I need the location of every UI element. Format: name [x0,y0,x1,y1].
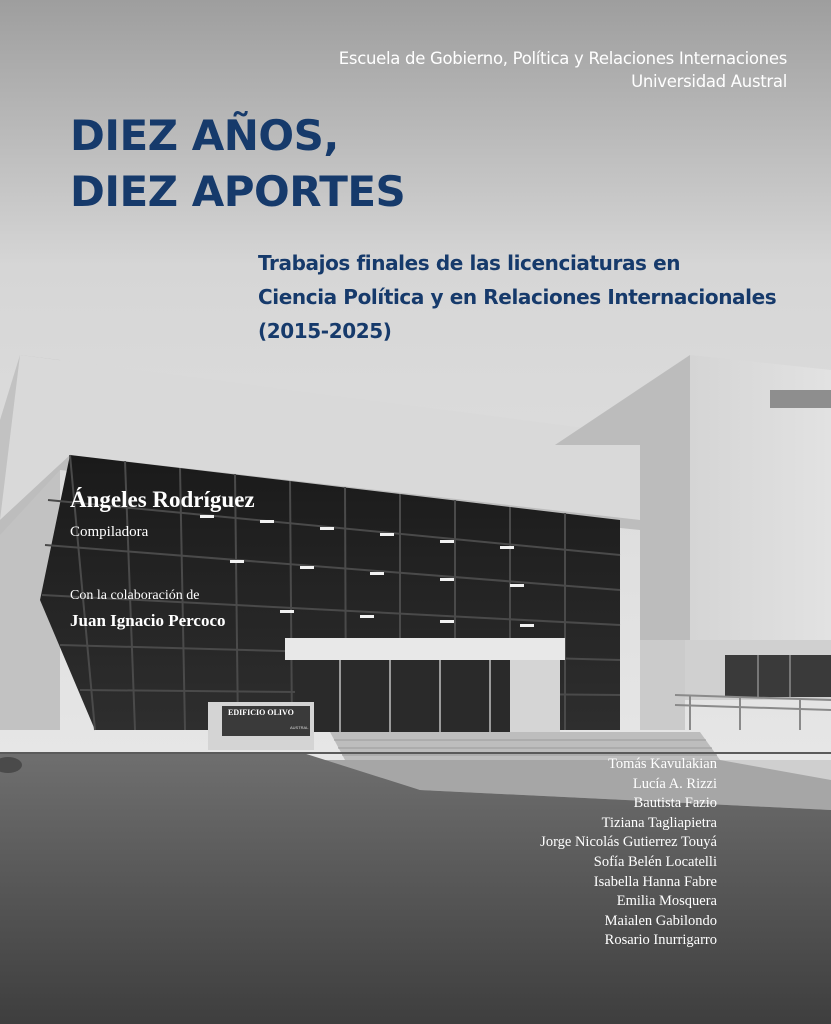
book-title [70,108,405,220]
author-name: Bautista Fazio [633,795,717,812]
book-subtitle [258,246,776,348]
building-sign-name: EDIFICIO OLIVO [228,708,294,717]
subtitle-line1: Trabajos finales de las licenciaturas en [258,251,681,275]
collaboration-block [70,588,226,631]
compiler-block [70,486,255,541]
institution-block [339,47,787,93]
collaboration-label: Con la colaboración de [70,588,200,603]
author-name: Emilia Mosquera [616,893,717,910]
author-name: Maialen Gabilondo [604,912,717,929]
title-line2: DIEZ APORTES [70,167,406,216]
author-name: Jorge Nicolás Gutierrez Touyá [540,834,717,851]
author-name: Sofía Belén Locatelli [593,853,717,870]
title-line1: DIEZ AÑOS, [70,111,339,160]
compiler-role: Compiladora [70,524,149,540]
author-name: Rosario Inurrigarro [604,932,717,949]
subtitle-line2: Ciencia Política y en Relaciones Internacionales [258,285,777,309]
author-name: Lucía A. Rizzi [632,775,717,792]
building-sign-small: AUSTRAL [290,725,309,730]
author-name: Tomás Kavulakian [608,756,717,772]
collaborator-name: Juan Ignacio Percoco [70,611,226,630]
subtitle-line3: (2015-2025) [258,319,392,343]
compiler-name: Ángeles Rodríguez [70,487,255,512]
authors-list [540,755,717,951]
institution-line2: Universidad Austral [631,72,787,91]
author-name: Tiziana Tagliapietra [601,814,717,831]
institution-line1: Escuela de Gobierno, Política y Relaciones Internaciones [338,49,787,68]
author-name: Isabella Hanna Fabre [593,873,717,890]
